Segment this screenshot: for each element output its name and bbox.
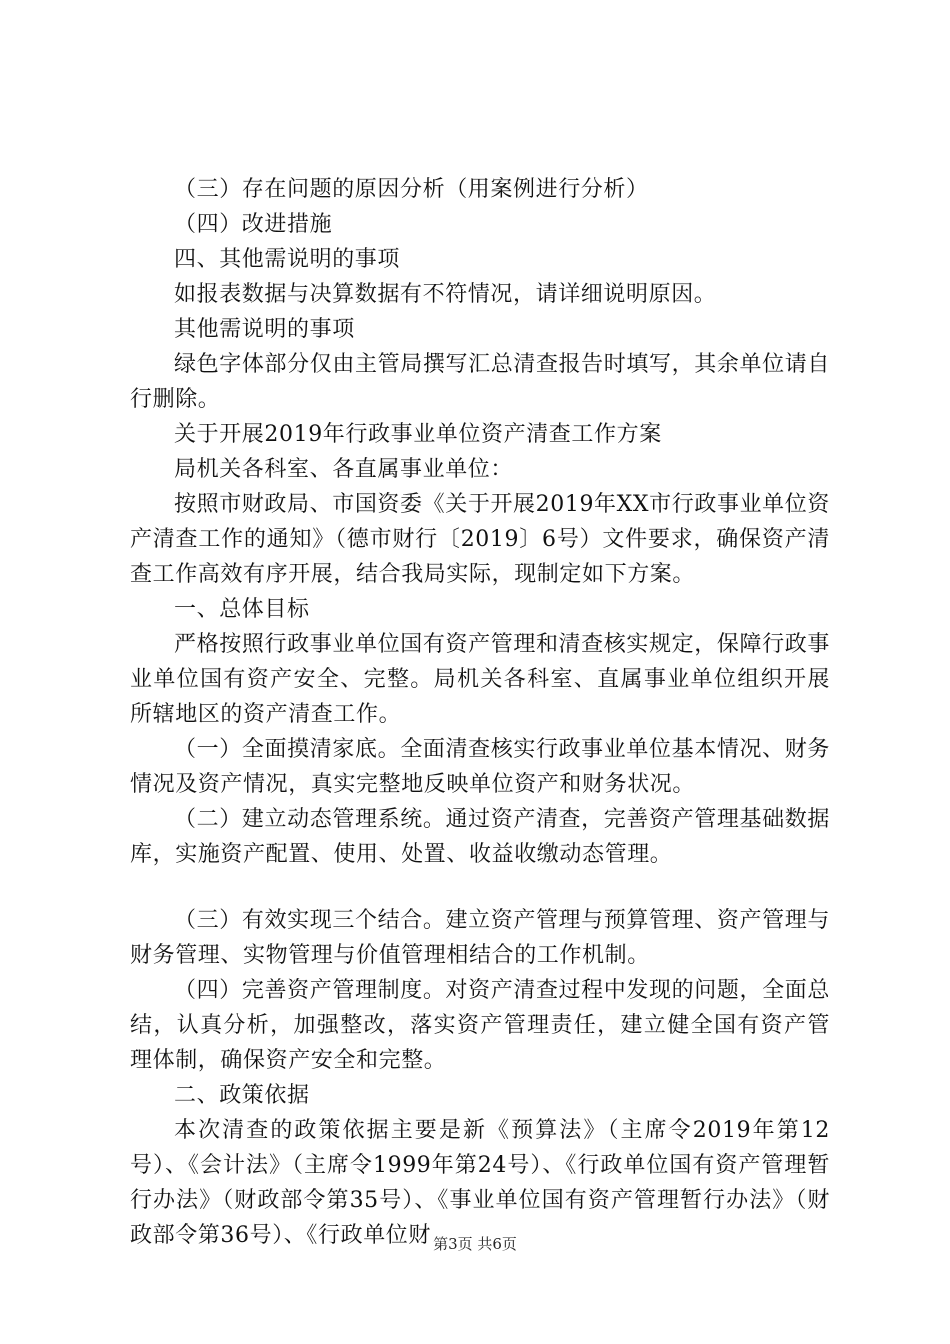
paragraph-overall-goal: 严格按照行政事业单位国有资产管理和清查核实规定，保障行政事业单位国有资产安全、完整。局机关各科室、直属事业单位组织开展所辖地区的资产清查工作。	[130, 632, 830, 727]
paragraph-intro: 按照市财政局、市国资委《关于开展2019年XX市行政事业单位资产清查工作的通知》（德市财行〔2019〕6号）文件要求，确保资产清查工作高效有序开展，结合我局实际，现制定如下方案。	[130, 492, 830, 587]
paragraph-goal-3: （三）有效实现三个结合。建立资产管理与预算管理、资产管理与财务管理、实物管理与价值管理相结合的工作机制。	[130, 908, 830, 968]
heading-overall-goal: 一、总体目标	[174, 597, 310, 622]
document-title: 关于开展2019年行政事业单位资产清查工作方案	[174, 422, 662, 447]
paragraph-data-discrepancy: 如报表数据与决算数据有不符情况，请详细说明原因。	[174, 282, 717, 307]
paragraph-goal-2: （二）建立动态管理系统。通过资产清查，完善资产管理基础数据库，实施资产配置、使用、处置、收益收缴动态管理。	[130, 807, 830, 867]
paragraph-improvement-measures: （四）改进措施	[174, 212, 333, 237]
document-body	[130, 172, 830, 1253]
page-footer: 第3页 共6页	[433, 1235, 517, 1253]
paragraph-other-matters: 其他需说明的事项	[174, 317, 355, 342]
paragraph-cause-analysis: （三）存在问题的原因分析（用案例进行分析）	[174, 177, 649, 202]
addressee: 局机关各科室、各直属事业单位：	[174, 457, 514, 482]
paragraph-policy-basis: 本次清查的政策依据主要是新《预算法》（主席令2019年第12号）、《会计法》（主席令1999年第24号）、《行政单位国有资产管理暂行办法》（财政部令第35号）、《事业单位国有资产管理暂行办法》（财政部令第36号）、《行政单位财	[130, 1118, 830, 1248]
paragraph-green-font-note: 绿色字体部分仅由主管局撰写汇总清查报告时填写，其余单位请自行删除。	[130, 352, 830, 412]
paragraph-goal-1: （一）全面摸清家底。全面清查核实行政事业单位基本情况、财务情况及资产情况，真实完整地反映单位资产和财务状况。	[130, 737, 830, 797]
heading-policy-basis: 二、政策依据	[174, 1083, 310, 1108]
heading-other-matters: 四、其他需说明的事项	[174, 247, 401, 272]
paragraph-goal-4: （四）完善资产管理制度。对资产清查过程中发现的问题，全面总结，认真分析，加强整改，落实资产管理责任，建立健全国有资产管理体制，确保资产安全和完整。	[130, 978, 830, 1073]
